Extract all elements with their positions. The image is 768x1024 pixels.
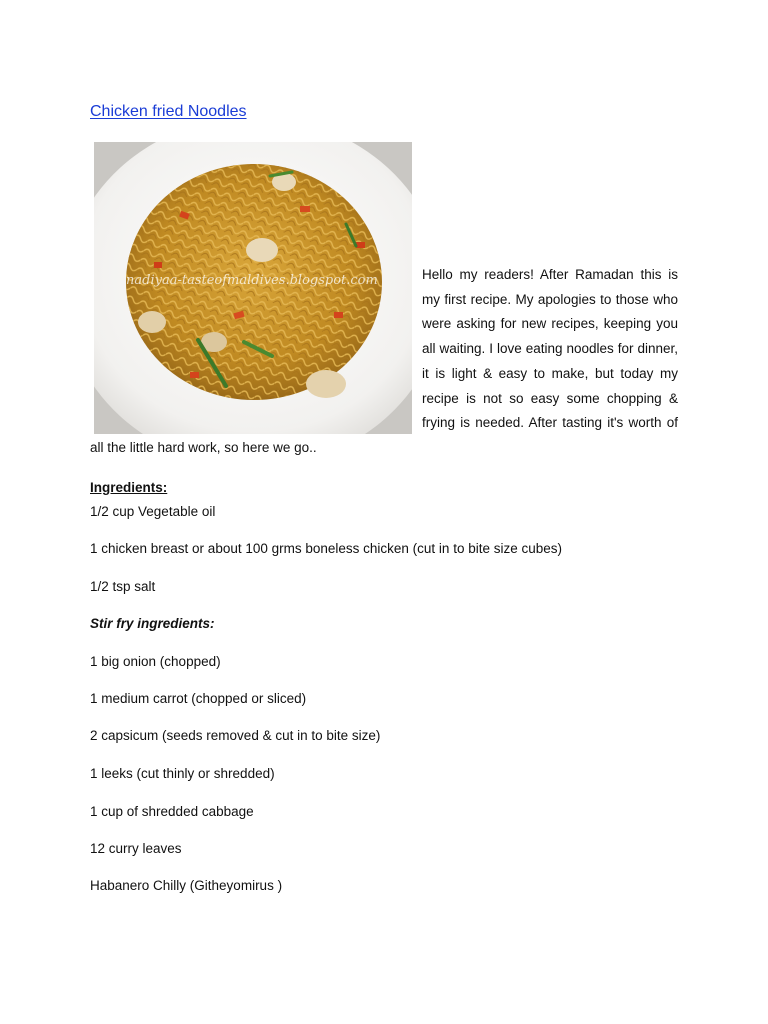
intro-paragraph-tail: all the little hard work, so here we go.. <box>90 440 317 455</box>
stir-fry-item: 12 curry leaves <box>90 841 182 856</box>
stir-fry-item: Habanero Chilly (Githeyomirus ) <box>90 878 283 893</box>
noodles-plate-illustration <box>94 142 412 434</box>
stir-fry-item: 1 big onion (chopped) <box>90 654 221 669</box>
stir-fry-item: 1 cup of shredded cabbage <box>90 804 254 819</box>
ingredients-heading: Ingredients: <box>90 480 168 495</box>
noodles-photo <box>94 142 412 434</box>
stir-fry-item: 1 medium carrot (chopped or sliced) <box>90 691 307 706</box>
intro-paragraph: Hello my readers! After Ramadan this is my first recipe. My apologies to those who were asking for new recipes, keeping you all waiting. I love eating noodles for dinner, it is light & easy to make, but today my recipe is not so easy some chopping & frying is needed. After tasting it's worth of <box>422 267 678 431</box>
ingredient-item: 1/2 cup Vegetable oil <box>90 504 216 519</box>
stir-fry-item: 1 leeks (cut thinly or shredded) <box>90 766 275 781</box>
stir-fry-heading: Stir fry ingredients: <box>90 616 215 631</box>
ingredient-item: 1 chicken breast or about 100 grms boneless chicken (cut in to bite size cubes) <box>90 541 562 556</box>
ingredient-item: 1/2 tsp salt <box>90 579 156 594</box>
recipe-title-link[interactable]: Chicken fried Noodles <box>90 103 247 120</box>
photo-watermark: nadiyaa-tasteofmaldives.blogspot.com <box>126 273 378 288</box>
stir-fry-item: 2 capsicum (seeds removed & cut in to bite size) <box>90 728 381 743</box>
